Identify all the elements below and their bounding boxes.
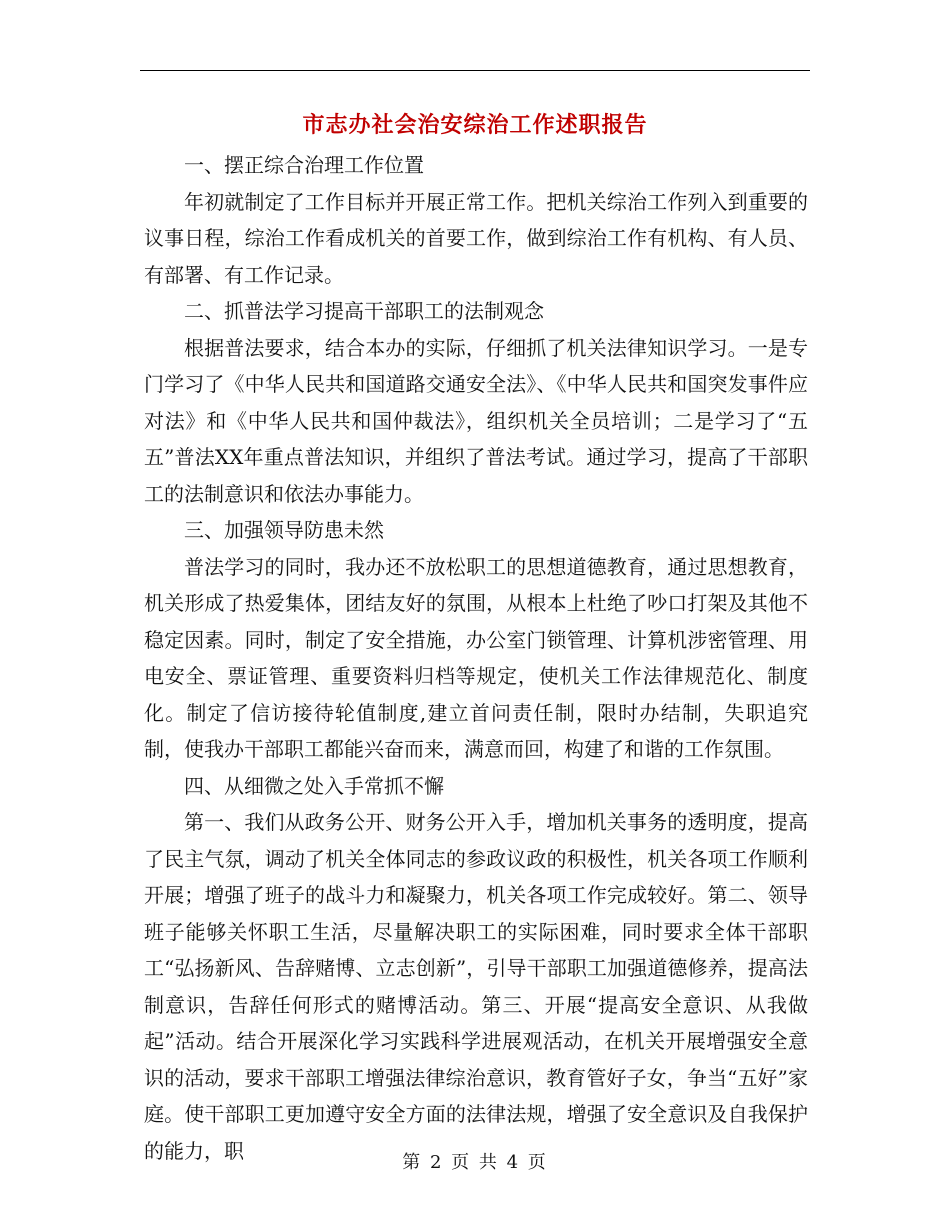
section-heading-3: 三、加强领导防患未然 — [184, 518, 384, 542]
section-paragraph-2: 根据普法要求，结合本办的实际，仔细抓了机关法律知识学习。一是专门学习了《中华人民共和国道路交通安全法》、《中华人民共和国突发事件应对法》和《中华人民共和国仲裁法》，组织机关全员培训；二是学习了“五五”普法XX年重点普法知识，并组织了普法考试。通过学习，提高了干部职工的法制意识和依法办事能力。 — [144, 335, 808, 506]
section-heading-2: 二、抓普法学习提高干部职工的法制观念 — [184, 299, 544, 323]
section-paragraph-1: 年初就制定了工作目标并开展正常工作。把机关综治工作列入到重要的议事日程，综治工作看成机关的首要工作，做到综治工作有机构、有人员、有部署、有工作记录。 — [144, 189, 808, 287]
section-paragraph-3: 普法学习的同时，我办还不放松职工的思想道德教育，通过思想教育，机关形成了热爱集体，团结友好的氛围，从根本上杜绝了吵口打架及其他不稳定因素。同时，制定了安全措施，办公室门锁管理、计算机涉密管理、用电安全、票证管理、重要资料归档等规定，使机关工作法律规范化、制度化。制定了信访接待轮值制度,建立首问责任制，限时办结制，失职追究制，使我办干部职工都能兴奋而来，满意而回，构建了和谐的工作氛围。 — [144, 554, 808, 761]
page-number: 第 2 页 共 4 页 — [402, 1152, 548, 1173]
section-heading-1: 一、摆正综合治理工作位置 — [184, 153, 424, 177]
header-rule — [140, 70, 810, 71]
section-paragraph-4: 第一、我们从政务公开、财务公开入手，增加机关事务的透明度，提高了民主气氛，调动了机关全体同志的参政议政的积极性，机关各项工作顺利开展；增强了班子的战斗力和凝聚力，机关各项工作完成较好。第二、领导班子能够关怀职工生活，尽量解决职工的实际困难，同时要求全体干部职工“弘扬新风、告辞赌博、立志创新”，引导干部职工加强道德修养，提高法制意识，告辞任何形式的赌博活动。第三、开展“提高安全意识、从我做起”活动。结合开展深化学习实践科学进展观活动，在机关开展增强安全意识的活动，要求干部职工增强法律综治意识，教育管好子女，争当“五好”家庭。使干部职工更加遵守安全方面的法律法规，增强了安全意识及自我保护的能力，职 — [144, 810, 808, 1163]
document-title: 市志办社会治安综治工作述职报告 — [302, 112, 648, 138]
document-body — [144, 147, 808, 1169]
section-heading-4: 四、从细微之处入手常抓不懈 — [184, 773, 444, 798]
